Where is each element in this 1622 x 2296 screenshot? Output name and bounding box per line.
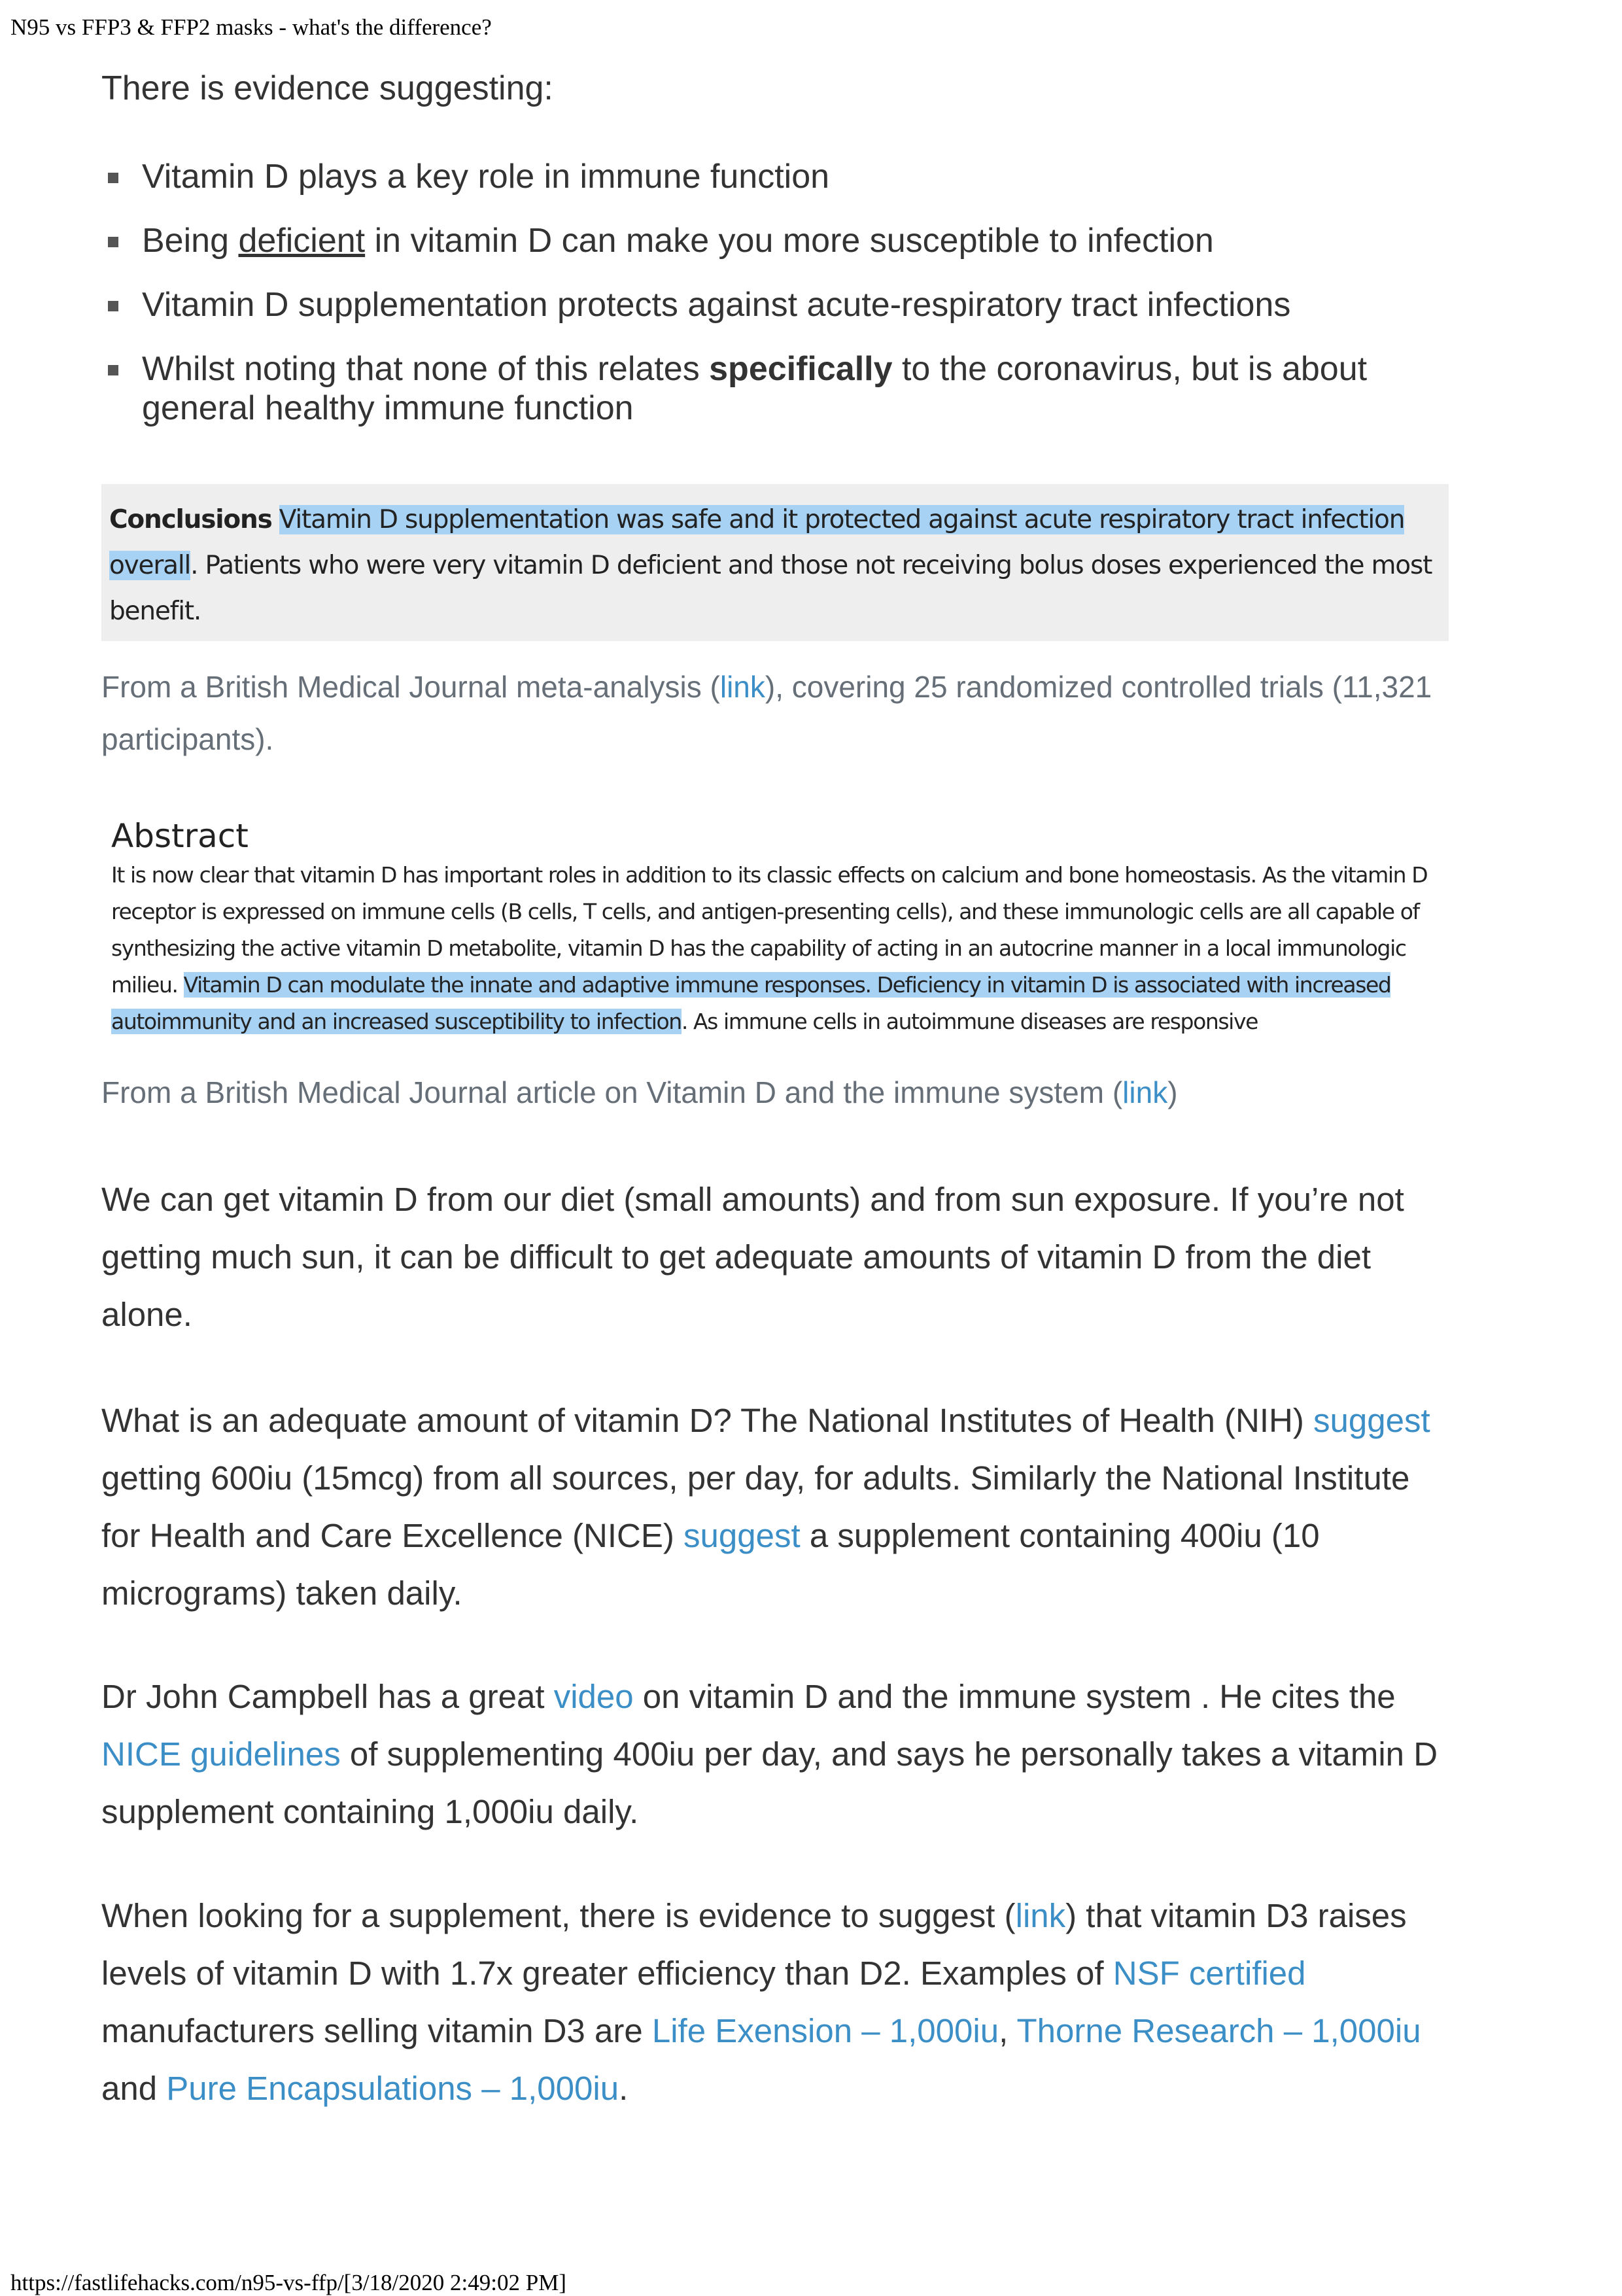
abstract-heading: Abstract: [111, 818, 249, 855]
list-item: Vitamin D supplementation protects against acute-respiratory tract infections: [101, 285, 1449, 324]
highlighted-text: Vitamin D can modulate the innate and adaptive immune responses. Deficiency in vitamin D is associated with increased autoimmunity and an increased susceptibility to infection: [111, 972, 1391, 1034]
life-extension-link[interactable]: Life Exension – 1,000iu: [651, 2012, 999, 2049]
abstract-text: It is now clear that vitamin D has important roles in addition to its classic effects on calcium and bone homeostasis. As the vitamin D receptor is expressed on immune cells (B cells, T cells, and antigen-presenting cells), and these immunologic cells are all capable of synthesizing the active vitamin D metabolite, vitamin D has the capability of acting in an autocrine manner in a local immunologic milieu. Vitamin D can modulate the innate and adaptive immune responses. Deficiency in vitamin D is associated with increased autoimmunity and an increased susceptibility to infection. As immune cells in autoimmune diseases are responsive: [111, 862, 1428, 1034]
nice-suggest-link[interactable]: suggest: [683, 1517, 801, 1554]
square-bullet-icon: [108, 365, 118, 375]
highlighted-text: Vitamin D supplementation was safe and it protected against acute respiratory tract infection overall: [109, 505, 1405, 580]
paragraph-adequate-amount: What is an adequate amount of vitamin D? The National Institutes of Health (NIH) suggest getting 600iu (15mcg) from all sources, per day, for adults. Similarly the National Institute for Health and Care Excellence (NICE) suggest a supplement containing 400iu (10 micrograms) taken daily.: [101, 1402, 1430, 1612]
nice-guidelines-link[interactable]: NICE guidelines: [101, 1735, 341, 1773]
conclusions-excerpt-image: Conclusions Vitamin D supplementation was safe and it protected against acute respiratory tract infection overall. Patients who were very vitamin D deficient and those not receiving bolus doses experienced the most benefit.: [101, 484, 1449, 641]
thorne-research-link[interactable]: Thorne Research – 1,000iu: [1016, 2012, 1421, 2049]
pure-encapsulations-link[interactable]: Pure Encapsulations – 1,000iu: [166, 2070, 619, 2107]
bmj-article-link[interactable]: link: [1122, 1075, 1168, 1109]
intro-text: There is evidence suggesting:: [101, 69, 553, 107]
bmj-article-caption: From a British Medical Journal article on Vitamin D and the immune system (link): [101, 1075, 1178, 1109]
square-bullet-icon: [108, 173, 118, 183]
square-bullet-icon: [108, 301, 118, 311]
print-footer: https://fastlifehacks.com/n95-vs-ffp/[3/18/2020 2:49:02 PM]: [10, 2270, 566, 2295]
evidence-list: [101, 157, 1449, 453]
deficient-link[interactable]: deficient: [238, 222, 366, 260]
nih-suggest-link[interactable]: suggest: [1313, 1402, 1430, 1439]
abstract-excerpt-image: [101, 818, 1449, 1040]
paragraph-supplement-choice: When looking for a supplement, there is evidence to suggest (link) that vitamin D3 raises levels of vitamin D with 1.7x greater efficiency than D2. Examples of NSF certified manufacturers selling vitamin D3 are Life Exension – 1,000iu, Thorne Research – 1,000iu and Pure Encapsulations – 1,000iu.: [101, 1897, 1421, 2107]
paragraph-john-campbell: Dr John Campbell has a great video on vitamin D and the immune system . He cites the NICE guidelines of supplementing 400iu per day, and says he personally takes a vitamin D supplement containing 1,000iu daily.: [101, 1678, 1438, 1830]
list-item: Vitamin D plays a key role in immune function: [101, 157, 1449, 196]
meta-analysis-link[interactable]: link: [719, 670, 765, 704]
meta-analysis-caption: From a British Medical Journal meta-analysis (link), covering 25 randomized controlled trials (11,321 participants).: [101, 670, 1432, 756]
video-link[interactable]: video: [553, 1678, 634, 1715]
square-bullet-icon: [108, 237, 118, 247]
list-item: Whilst noting that none of this relates specifically to the coronavirus, but is about general healthy immune function: [101, 349, 1449, 428]
conclusions-label: Conclusions: [109, 505, 272, 534]
d3-evidence-link[interactable]: link: [1015, 1897, 1066, 1934]
print-header: N95 vs FFP3 & FFP2 masks - what's the difference?: [10, 14, 492, 40]
list-item: Being deficient in vitamin D can make you more susceptible to infection: [101, 221, 1449, 260]
nsf-certified-link[interactable]: NSF certified: [1113, 1955, 1306, 1992]
paragraph-sun-exposure: We can get vitamin D from our diet (small amounts) and from sun exposure. If you’re not getting much sun, it can be difficult to get adequate amounts of vitamin D from the diet alone.: [101, 1181, 1404, 1333]
